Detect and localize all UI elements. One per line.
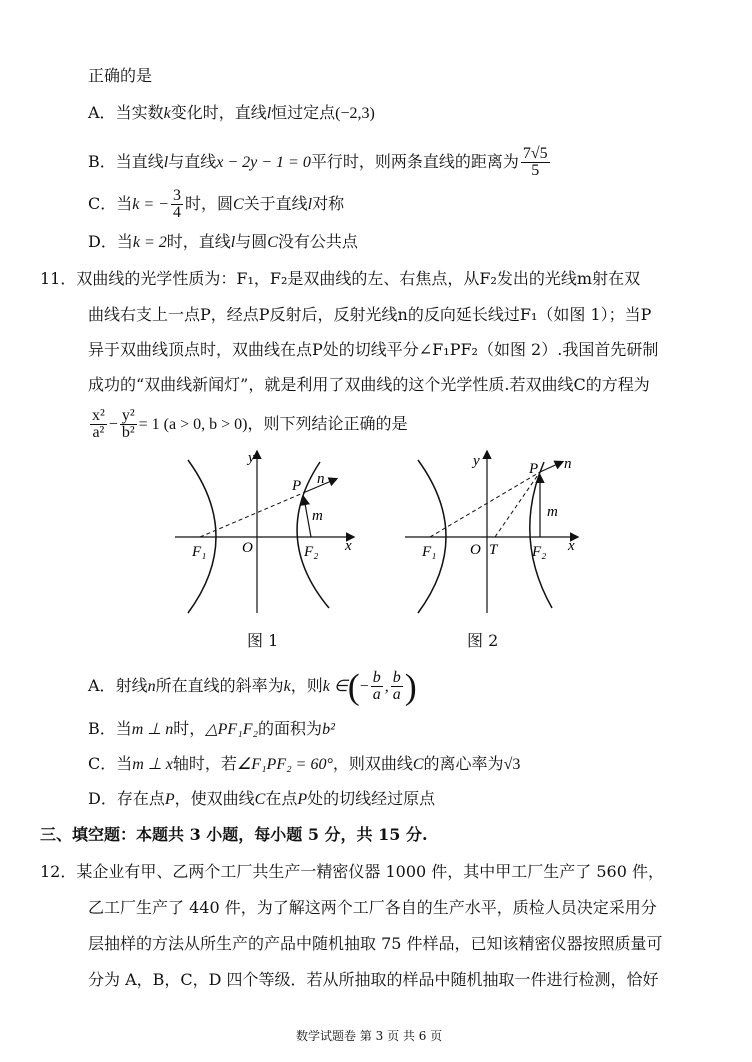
q11-option-a: A．射线n所在直线的斜率为k，则k ∈(− $\frac{b}{a}$ , $\frac{b}{a}$ ) <box>88 666 417 707</box>
fig1-f2: F₂ <box>304 544 319 560</box>
q10-option-c: C．当k = − $\frac{3}{4}$ 时，圆C关于直线l对称 <box>88 187 345 221</box>
dashed-f1-p <box>430 472 540 537</box>
fig2-p: P <box>529 461 539 477</box>
fig1-origin: O <box>242 540 253 556</box>
fig2-f2: F₂ <box>532 544 547 560</box>
figure-1-caption: 图 1 <box>247 631 279 650</box>
q10-option-d: D．当k = 2时，直线l与圆C没有公共点 <box>88 232 358 251</box>
fig2-origin: O <box>470 542 481 558</box>
q12-line-2: 乙工厂生产了 440 件，为了解这两个工厂各自的生产水平，质检人员决定采用分 <box>88 898 657 917</box>
distance-fraction: $\frac{7√5}{5}$ <box>522 145 548 179</box>
q11-line-3: 异于双曲线顶点时，双曲线在点P处的切线平分∠F₁PF₂（如图 2）.我国首先研制 <box>88 340 659 359</box>
k-fraction: $\frac{3}{4}$ <box>172 187 181 221</box>
ray-m <box>304 498 311 537</box>
q11-option-d: D．存在点P，使双曲线C在点P处的切线经过原点 <box>88 789 436 808</box>
q12-line-3: 层抽样的方法从所生产的产品中随机抽取 75 件样品，已知该精密仪器按照质量可 <box>88 934 663 953</box>
fig1-y-label: y <box>248 450 255 466</box>
fig2-f1: F₁ <box>422 544 437 560</box>
q11-option-c: C．当m ⊥ x轴时，若∠F₁PF₂ = 60°，则双曲线C的离心率为√3 <box>88 754 521 773</box>
figure-2 <box>400 448 590 620</box>
q11-equation: $\frac{\text{x²}}{\text{a²}}$ − $\frac{\text{y²}}{\text{b²}}$ = 1 (a > 0, b > 0)，则下列结论正确的是 <box>92 407 408 441</box>
fig2-m: m <box>547 504 558 520</box>
q10-option-b: B．当直线l与直线x − 2y − 1 = 0平行时，则两条直线的距离为 $\frac{7√5}{5}$ <box>88 145 548 179</box>
q10-tail: 正确的是 <box>88 66 153 85</box>
q10-option-a: A．当实数k变化时，直线l恒过定点(−2,3) <box>88 103 375 122</box>
dashed-extension <box>200 493 303 537</box>
right-branch <box>530 462 552 608</box>
figure-1 <box>170 448 370 620</box>
fig1-x-label: x <box>345 538 352 554</box>
q11-line-1: 11．双曲线的光学性质为：F₁，F₂是双曲线的左、右焦点，从F₂发出的光线m射在双 <box>40 269 641 288</box>
q12-line-4: 分为 A，B，C，D 四个等级．若从所抽取的样品中随机抽取一件进行检测，恰好 <box>88 970 659 989</box>
fig2-t: T <box>489 542 498 558</box>
fig2-n: n <box>564 456 572 472</box>
q11-line-4: 成功的“双曲线新闻灯”，就是利用了双曲线的这个光学性质.若双曲线C的方程为 <box>88 375 650 394</box>
fig1-p: P <box>292 478 302 494</box>
fig2-y-label: y <box>473 453 480 469</box>
section-3-heading: 三、填空题：本题共 3 小题，每小题 5 分，共 15 分. <box>40 825 428 844</box>
q12-line-1: 12．某企业有甲、乙两个工厂共生产一精密仪器 1000 件，其中甲工厂生产了 560 件， <box>40 862 664 881</box>
fig1-n: n <box>317 471 325 487</box>
page-footer: 数学试题卷 第 3 页 共 6 页 <box>296 1029 443 1043</box>
q11-line-2: 曲线右支上一点P，经点P反射后，反射光线n的反向延长线过F₁（如图 1）；当P <box>88 305 652 324</box>
q11-option-b: B．当m ⊥ n时，△PF₁F₂的面积为b² <box>88 719 335 738</box>
dashed-tangent <box>495 472 540 537</box>
fig1-m: m <box>312 508 323 524</box>
fig1-f1: F₁ <box>192 544 207 560</box>
figure-2-caption: 图 2 <box>467 631 499 650</box>
fig2-x-label: x <box>568 538 575 554</box>
